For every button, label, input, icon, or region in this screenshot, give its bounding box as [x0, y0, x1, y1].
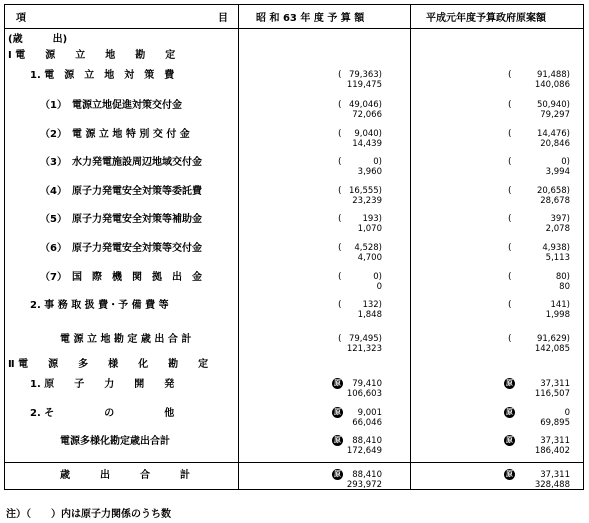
column-divider-2	[410, 4, 411, 490]
nuclear-mark-icon: 原	[334, 470, 341, 478]
row-label: （6） 原子力発電安全対策等交付金	[40, 243, 202, 254]
row-label: （3） 水力発電施設周辺地域交付金	[40, 157, 202, 168]
nuclear-mark-icon: 原	[334, 408, 341, 416]
s63-value: 72,066	[352, 110, 382, 120]
h1-nuclear-value: 141)	[550, 300, 570, 310]
h1-nuclear-value: 20,658)	[536, 186, 570, 196]
s63-nuclear-value: 193)	[362, 214, 382, 224]
h1-nuclear-value: 14,476)	[536, 129, 570, 139]
row-label: 電源多様化勘定歳出合計	[60, 436, 170, 447]
open-paren: (	[338, 186, 342, 196]
open-paren: (	[508, 214, 512, 224]
open-paren: (	[338, 157, 342, 167]
row-label: 歳 出 合 計	[60, 470, 190, 481]
row-label: （1） 電源立地促進対策交付金	[40, 100, 182, 111]
h1-value: 20,846	[540, 139, 570, 149]
open-paren: (	[508, 100, 512, 110]
open-paren: (	[338, 334, 342, 344]
s63-nuclear-value: 88,410	[352, 436, 382, 446]
row-label: Ⅰ 電 源 立 地 勘 定	[8, 50, 176, 61]
footnote: 注）（ ）内は原子力関係のうち数	[6, 509, 171, 520]
s63-value: 106,603	[346, 389, 382, 399]
s63-value: 14,439	[352, 139, 382, 149]
header-h1-budget: 平成元年度予算政府原案額	[426, 13, 546, 24]
h1-nuclear-value: 4,938)	[542, 243, 570, 253]
h1-nuclear-value: 91,488)	[536, 70, 570, 80]
open-paren: (	[338, 300, 342, 310]
s63-nuclear-value: 0)	[373, 157, 382, 167]
s63-value: 293,972	[346, 480, 382, 490]
row-label: （2） 電 源 立 地 特 別 交 付 金	[40, 129, 190, 140]
s63-value: 121,323	[346, 344, 382, 354]
s63-nuclear-value: 132)	[362, 300, 382, 310]
s63-value: 0	[376, 282, 382, 292]
h1-value: 80	[559, 282, 570, 292]
s63-value: 172,649	[346, 446, 382, 456]
h1-value: 2,078	[545, 224, 570, 234]
h1-value: 3,994	[545, 167, 570, 177]
row-label: 2. そ の 他	[30, 408, 175, 419]
open-paren: (	[338, 129, 342, 139]
nuclear-mark-icon: 原	[506, 379, 513, 387]
row-label: 1. 原 子 力 開 発	[30, 379, 175, 390]
s63-nuclear-value: 79,495)	[348, 334, 382, 344]
h1-value: 140,086	[534, 80, 570, 90]
h1-nuclear-value: 50,940)	[536, 100, 570, 110]
h1-nuclear-value: 0)	[561, 157, 570, 167]
open-paren: (	[338, 100, 342, 110]
open-paren: (	[508, 157, 512, 167]
column-divider-1	[238, 4, 239, 490]
nuclear-mark-icon: 原	[334, 436, 341, 444]
row-label: 1. 電 源 立 地 対 策 費	[30, 70, 175, 81]
open-paren: (	[508, 243, 512, 253]
row-label: 電 源 立 地 勘 定 歳 出 合 計	[60, 334, 192, 345]
s63-value: 23,239	[352, 196, 382, 206]
open-paren: (	[508, 129, 512, 139]
h1-nuclear-value: 80)	[555, 272, 570, 282]
nuclear-mark-icon: 原	[506, 408, 513, 416]
open-paren: (	[338, 70, 342, 80]
h1-value: 1,998	[545, 310, 570, 320]
s63-nuclear-value: 4,528)	[354, 243, 382, 253]
open-paren: (	[338, 272, 342, 282]
s63-value: 1,070	[357, 224, 382, 234]
header-item-right: 目	[218, 13, 228, 24]
h1-nuclear-value: 37,311	[540, 436, 570, 446]
s63-value: 3,960	[357, 167, 382, 177]
row-label: （5） 原子力発電安全対策等補助金	[40, 214, 202, 225]
nuclear-mark-icon: 原	[334, 379, 341, 387]
section-expenditure: (歳 出)	[8, 34, 68, 45]
h1-nuclear-value: 91,629)	[536, 334, 570, 344]
row-label: （7） 国 際 機 関 拠 出 金	[40, 272, 202, 283]
open-paren: (	[508, 186, 512, 196]
header-s63-budget: 昭 和 63 年 度 予 算 額	[256, 13, 365, 24]
s63-nuclear-value: 9,040)	[354, 129, 382, 139]
h1-value: 328,488	[534, 480, 570, 490]
h1-value: 142,085	[534, 344, 570, 354]
open-paren: (	[338, 243, 342, 253]
header-item-left: 項	[16, 13, 26, 24]
h1-value: 79,297	[540, 110, 570, 120]
h1-nuclear-value: 0	[564, 408, 570, 418]
s63-value: 4,700	[357, 253, 382, 263]
s63-nuclear-value: 16,555)	[348, 186, 382, 196]
s63-nuclear-value: 49,046)	[348, 100, 382, 110]
row-label: Ⅱ 電 源 多 様 化 勘 定	[8, 359, 209, 370]
s63-value: 119,475	[346, 80, 382, 90]
s63-value: 1,848	[357, 310, 382, 320]
s63-nuclear-value: 88,410	[352, 470, 382, 480]
s63-nuclear-value: 9,001	[357, 408, 382, 418]
s63-nuclear-value: 0)	[373, 272, 382, 282]
h1-nuclear-value: 397)	[550, 214, 570, 224]
h1-nuclear-value: 37,311	[540, 379, 570, 389]
s63-value: 66,046	[352, 418, 382, 428]
h1-value: 28,678	[540, 196, 570, 206]
h1-value: 186,402	[534, 446, 570, 456]
s63-nuclear-value: 79,410	[352, 379, 382, 389]
s63-nuclear-value: 79,363)	[348, 70, 382, 80]
open-paren: (	[508, 300, 512, 310]
open-paren: (	[508, 334, 512, 344]
nuclear-mark-icon: 原	[506, 470, 513, 478]
h1-value: 5,113	[545, 253, 570, 263]
row-label: 2. 事 務 取 扱 費・予 備 費 等	[30, 300, 169, 311]
total-divider	[4, 462, 584, 463]
h1-nuclear-value: 37,311	[540, 470, 570, 480]
h1-value: 116,507	[534, 389, 570, 399]
open-paren: (	[508, 70, 512, 80]
nuclear-mark-icon: 原	[506, 436, 513, 444]
open-paren: (	[338, 214, 342, 224]
open-paren: (	[508, 272, 512, 282]
row-label: （4） 原子力発電安全対策等委託費	[40, 186, 202, 197]
h1-value: 69,895	[540, 418, 570, 428]
header-divider	[4, 28, 584, 29]
